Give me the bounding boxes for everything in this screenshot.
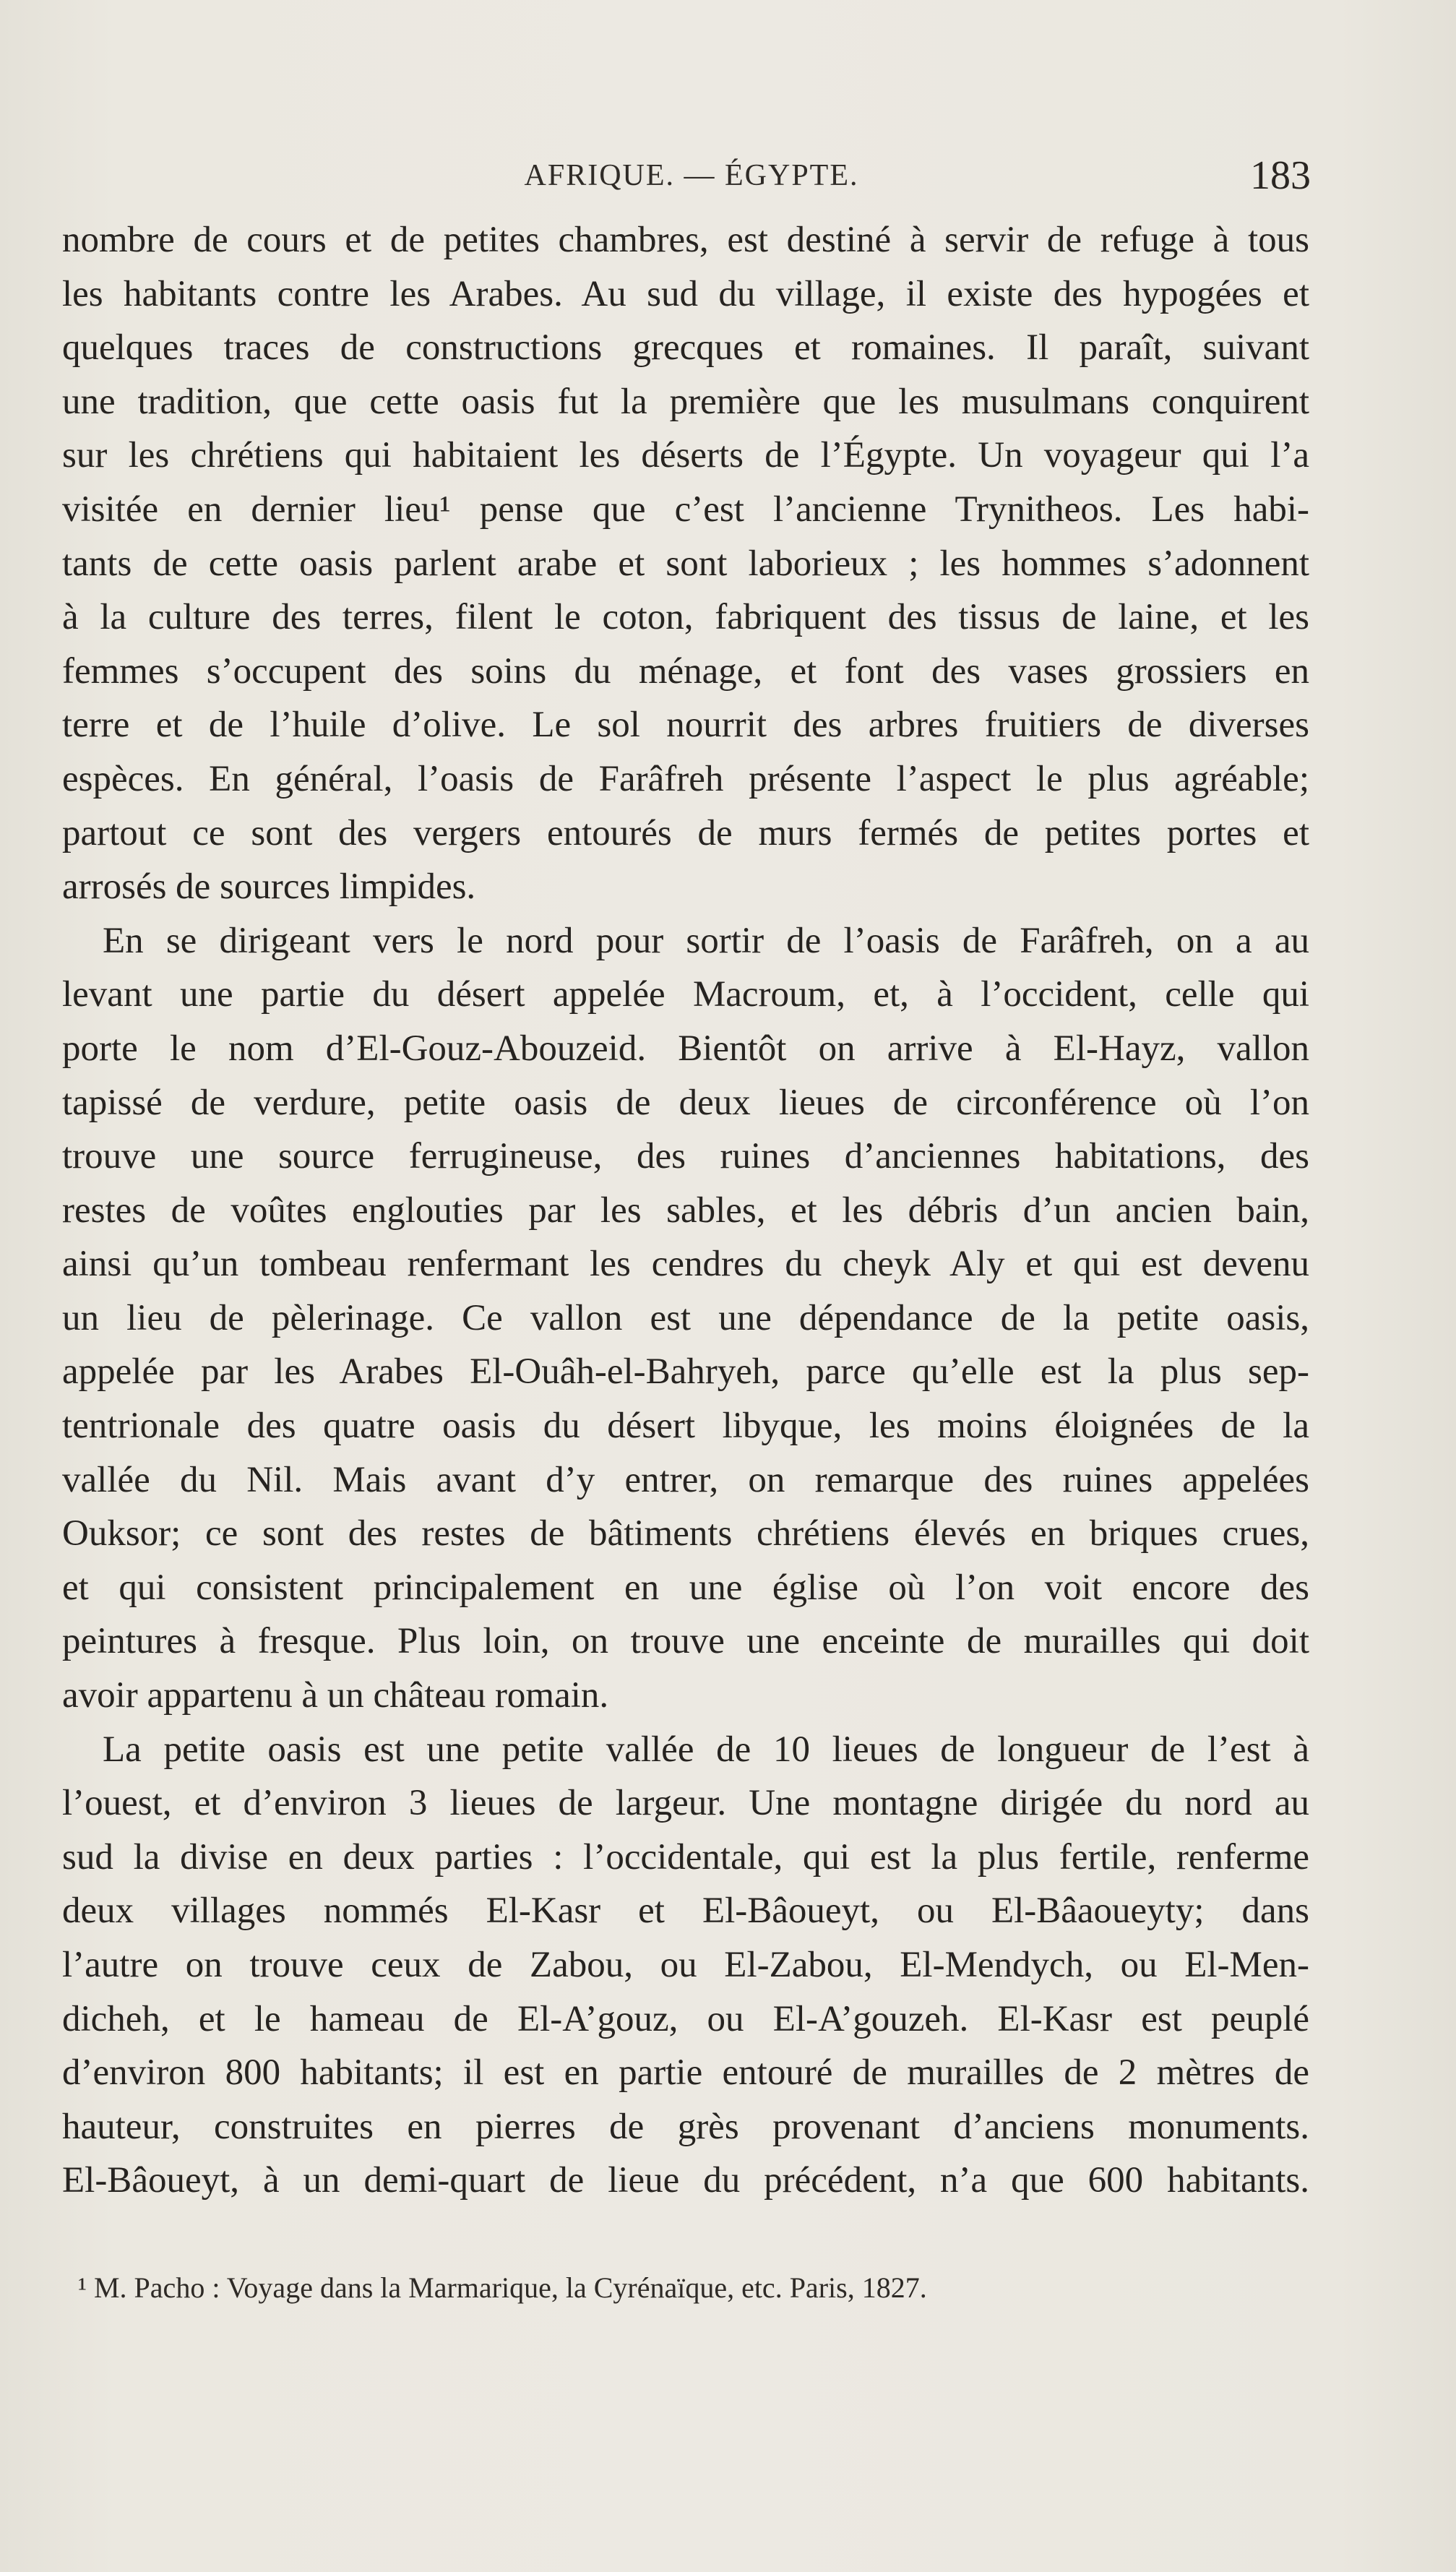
text-line: levant une partie du désert appelée Macroum, et, à l’occident, celle qui xyxy=(62,974,1309,1015)
text-line: appelée par les Arabes El-Ouâh-el-Bahryeh, parce qu’elle est la plus sep- xyxy=(62,1351,1309,1393)
text-line: tentrionale des quatre oasis du désert libyque, les moins éloignées de la xyxy=(62,1406,1309,1447)
text-line: vallée du Nil. Mais avant d’y entrer, on remarque des ruines appelées xyxy=(62,1459,1309,1500)
body-text xyxy=(62,213,1309,2208)
text-line: Ouksor; ce sont des restes de bâtiments chrétiens élevés en briques crues, xyxy=(62,1513,1309,1554)
text-line: restes de voûtes englouties par les sables, et les débris d’un ancien bain, xyxy=(62,1190,1309,1231)
text-line: d’environ 800 habitants; il est en partie entouré de murailles de 2 mètres de xyxy=(62,2052,1309,2094)
text-line: La petite oasis est une petite vallée de 10 lieues de longueur de l’est à xyxy=(103,1729,1309,1770)
text-line: l’ouest, et d’environ 3 lieues de largeur. Une montagne dirigée du nord au xyxy=(62,1783,1309,1824)
text-line: tapissé de verdure, petite oasis de deux lieues de circonférence où l’on xyxy=(62,1082,1309,1123)
text-line: et qui consistent principalement en une église où l’on voit encore des xyxy=(62,1567,1309,1608)
text-line: nombre de cours et de petites chambres, est destiné à servir de refuge à tous xyxy=(62,220,1309,260)
text-line: tants de cette oasis parlent arabe et sont laborieux ; les hommes s’adonnent xyxy=(62,543,1309,584)
text-line: visitée en dernier lieu¹ pense que c’est l’ancienne Trynitheos. Les habi- xyxy=(62,489,1309,530)
text-line: l’autre on trouve ceux de Zabou, ou El-Zabou, El-Mendych, ou El-Men- xyxy=(62,1945,1309,1985)
text-line: quelques traces de constructions grecques et romaines. Il paraît, suivant xyxy=(62,327,1309,369)
text-line: une tradition, que cette oasis fut la première que les musulmans conquirent xyxy=(62,381,1309,422)
text-line: peintures à fresque. Plus loin, on trouve une enceinte de murailles qui doit xyxy=(62,1621,1309,1662)
text-line: un lieu de pèlerinage. Ce vallon est une dépendance de la petite oasis, xyxy=(62,1297,1309,1338)
text-line: partout ce sont des vergers entourés de murs fermés de petites portes et xyxy=(62,812,1309,853)
page-header xyxy=(72,150,1311,201)
running-head: AFRIQUE. — ÉGYPTE. xyxy=(524,159,859,192)
text-line: espèces. En général, l’oasis de Farâfreh présente l’aspect le plus agréable; xyxy=(62,758,1309,799)
text-line: ainsi qu’un tombeau renfermant les cendres du cheyk Aly et qui est devenu xyxy=(62,1244,1309,1285)
footnote: ¹ M. Pacho : Voyage dans la Marmarique, la Cyrénaïque, etc. Paris, 1827. xyxy=(78,2271,927,2304)
text-line: arrosés de sources limpides. xyxy=(62,866,476,908)
text-line: deux villages nommés El-Kasr et El-Bâoueyt, ou El-Bâaoueyty; dans xyxy=(62,1891,1309,1932)
text-line: femmes s’occupent des soins du ménage, et font des vases grossiers en xyxy=(62,650,1309,692)
text-line: à la culture des terres, filent le coton, fabriquent des tissus de laine, et les xyxy=(62,597,1309,638)
text-line: porte le nom d’El-Gouz-Abouzeid. Bientôt on arrive à El-Hayz, vallon xyxy=(62,1028,1309,1069)
text-line: El-Bâoueyt, à un demi-quart de lieue du précédent, n’a que 600 habitants. xyxy=(62,2160,1309,2201)
text-line: dicheh, et le hameau de El-A’gouz, ou El-A’gouzeh. El-Kasr est peuplé xyxy=(62,1998,1309,2039)
text-line: sud la divise en deux parties : l’occidentale, qui est la plus fertile, renferme xyxy=(62,1836,1309,1878)
text-line: hauteur, construites en pierres de grès provenant d’anciens monuments. xyxy=(62,2106,1309,2147)
text-line: les habitants contre les Arabes. Au sud du village, il existe des hypogées et xyxy=(62,273,1309,314)
text-line: avoir appartenu à un château romain. xyxy=(62,1675,609,1716)
page-number: 183 xyxy=(1250,153,1311,198)
text-line: sur les chrétiens qui habitaient les déserts de l’Égypte. Un voyageur qui l’a xyxy=(62,435,1309,476)
text-line: trouve une source ferrugineuse, des ruines d’anciennes habitations, des xyxy=(62,1136,1309,1177)
text-line: terre et de l’huile d’olive. Le sol nourrit des arbres fruitiers de diverses xyxy=(62,705,1309,746)
text-line: En se dirigeant vers le nord pour sortir de l’oasis de Farâfreh, on a au xyxy=(103,920,1309,961)
